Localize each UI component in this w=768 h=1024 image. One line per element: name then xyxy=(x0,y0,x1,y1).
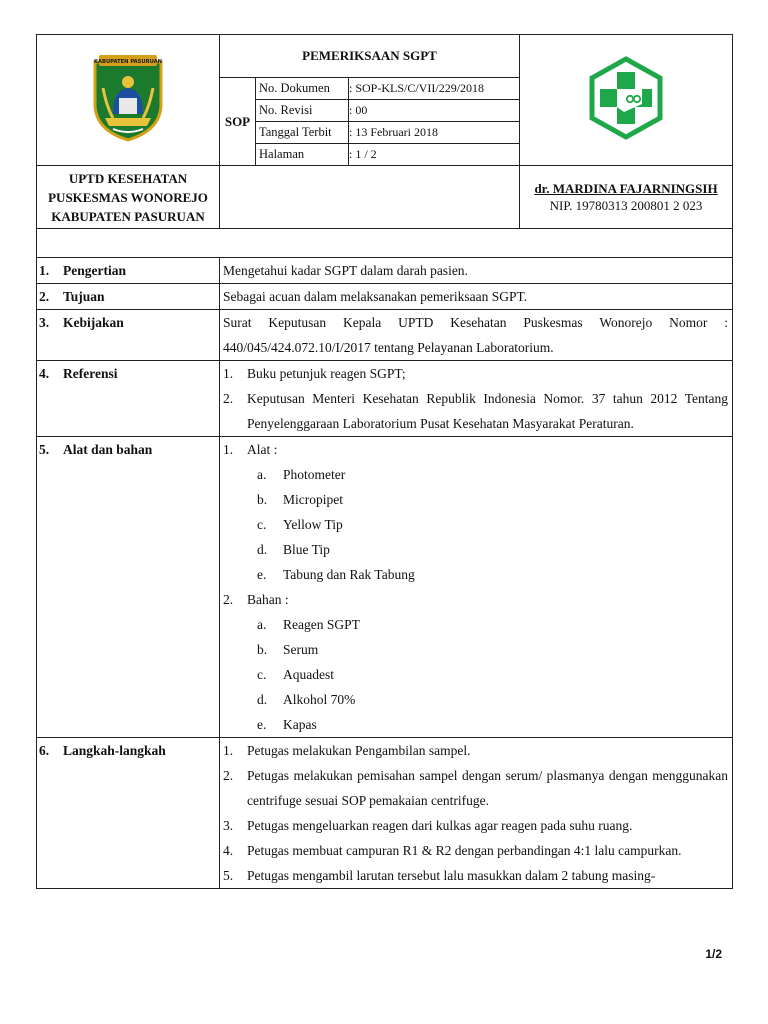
section-content xyxy=(220,361,733,437)
sub-list-item: b. Serum xyxy=(257,642,319,657)
section-content: Sebagai acuan dalam melaksanakan pemeriksaan SGPT. xyxy=(220,284,733,310)
header-table xyxy=(36,34,733,889)
section-content: Surat Keputusan Kepala UPTD Kesehatan Puskesmas Wonorejo Nomor : 440/045/424.072.10/I/2017 tentang Pelayanan Laboratorium. xyxy=(220,310,733,361)
section-content: Mengetahui kadar SGPT dalam darah pasien. xyxy=(220,258,733,284)
sub-list-item: d. Alkohol 70% xyxy=(257,692,356,707)
sop-document xyxy=(36,34,732,889)
list-item: 4. Petugas membuat campuran R1 & R2 dengan perbandingan 4:1 lalu campurkan. xyxy=(223,843,682,858)
kabupaten-pasuruan-emblem-icon xyxy=(89,52,167,144)
section-content xyxy=(220,437,733,738)
emblem-lettering: KABUPATEN PASURUAN xyxy=(93,58,163,65)
signatory-block xyxy=(520,166,733,229)
list-item: 3. Petugas mengeluarkan reagen dari kulkas agar reagen pada suhu ruang. xyxy=(223,818,633,833)
organization-name: UPTD KESEHATAN PUSKESMAS WONOREJO KABUPATEN PASURUAN xyxy=(37,166,220,229)
sub-list-item: c. Yellow Tip xyxy=(257,517,343,532)
list-item: 2. Keputusan Menteri Kesehatan Republik Indonesia Nomor. 37 tahun 2012 Tentang Penyelenggaraan Laboratorium Pusat Kesehatan Masyarakat Peraturan. xyxy=(223,391,729,431)
meta-label: No. Revisi xyxy=(256,100,349,122)
list-item: 2. Bahan : xyxy=(223,592,289,607)
list-item: 1. Alat : xyxy=(223,442,278,457)
meta-label: No. Dokumen xyxy=(256,78,349,100)
section-content xyxy=(220,738,733,889)
spacer-row xyxy=(37,229,733,258)
meta-value: : 00 xyxy=(349,100,520,122)
signatory-name: dr. MARDINA FAJARNINGSIH xyxy=(534,181,718,196)
sub-list-item: e. Tabung dan Rak Tabung xyxy=(257,567,415,582)
meta-value: : SOP-KLS/C/VII/229/2018 xyxy=(349,78,520,100)
puskesmas-logo-icon xyxy=(584,56,668,140)
sub-list-item: c. Aquadest xyxy=(257,667,334,682)
sub-list-item: a. Photometer xyxy=(257,467,346,482)
list-item: 2. Petugas melakukan pemisahan sampel dengan serum/ plasmanya dengan menggunakan centrifuge sesuai SOP pemakaian centrifuge. xyxy=(223,768,729,808)
section-label: 5. Alat dan bahan xyxy=(37,437,220,738)
right-logo-cell xyxy=(520,35,733,166)
meta-label: Tanggal Terbit xyxy=(256,122,349,144)
sub-list-item: d. Blue Tip xyxy=(257,542,330,557)
page-number: 1/2 xyxy=(705,947,722,961)
section-label: 3. Kebijakan xyxy=(37,310,220,361)
list-item: 1. Buku petunjuk reagen SGPT; xyxy=(223,366,406,381)
signatory-nip: NIP. 19780313 200801 2 023 xyxy=(549,198,703,213)
section-label: 4. Referensi xyxy=(37,361,220,437)
blank-signature-area xyxy=(220,166,520,229)
sop-label: SOP xyxy=(220,78,256,166)
meta-value: : 1 / 2 xyxy=(349,144,520,166)
section-label: 2. Tujuan xyxy=(37,284,220,310)
sub-list-item: a. Reagen SGPT xyxy=(257,617,360,632)
sub-list-item: e. Kapas xyxy=(257,717,317,732)
sub-list-item: b. Micropipet xyxy=(257,492,343,507)
section-label: 1. Pengertian xyxy=(37,258,220,284)
section-label: 6. Langkah-langkah xyxy=(37,738,220,889)
document-title: PEMERIKSAAN SGPT xyxy=(220,35,520,78)
meta-value: : 13 Februari 2018 xyxy=(349,122,520,144)
list-item: 5. Petugas mengambil larutan tersebut lalu masukkan dalam 2 tabung masing- xyxy=(223,868,656,883)
list-item: 1. Petugas melakukan Pengambilan sampel. xyxy=(223,743,471,758)
meta-label: Halaman xyxy=(256,144,349,166)
left-logo-cell xyxy=(37,35,220,166)
